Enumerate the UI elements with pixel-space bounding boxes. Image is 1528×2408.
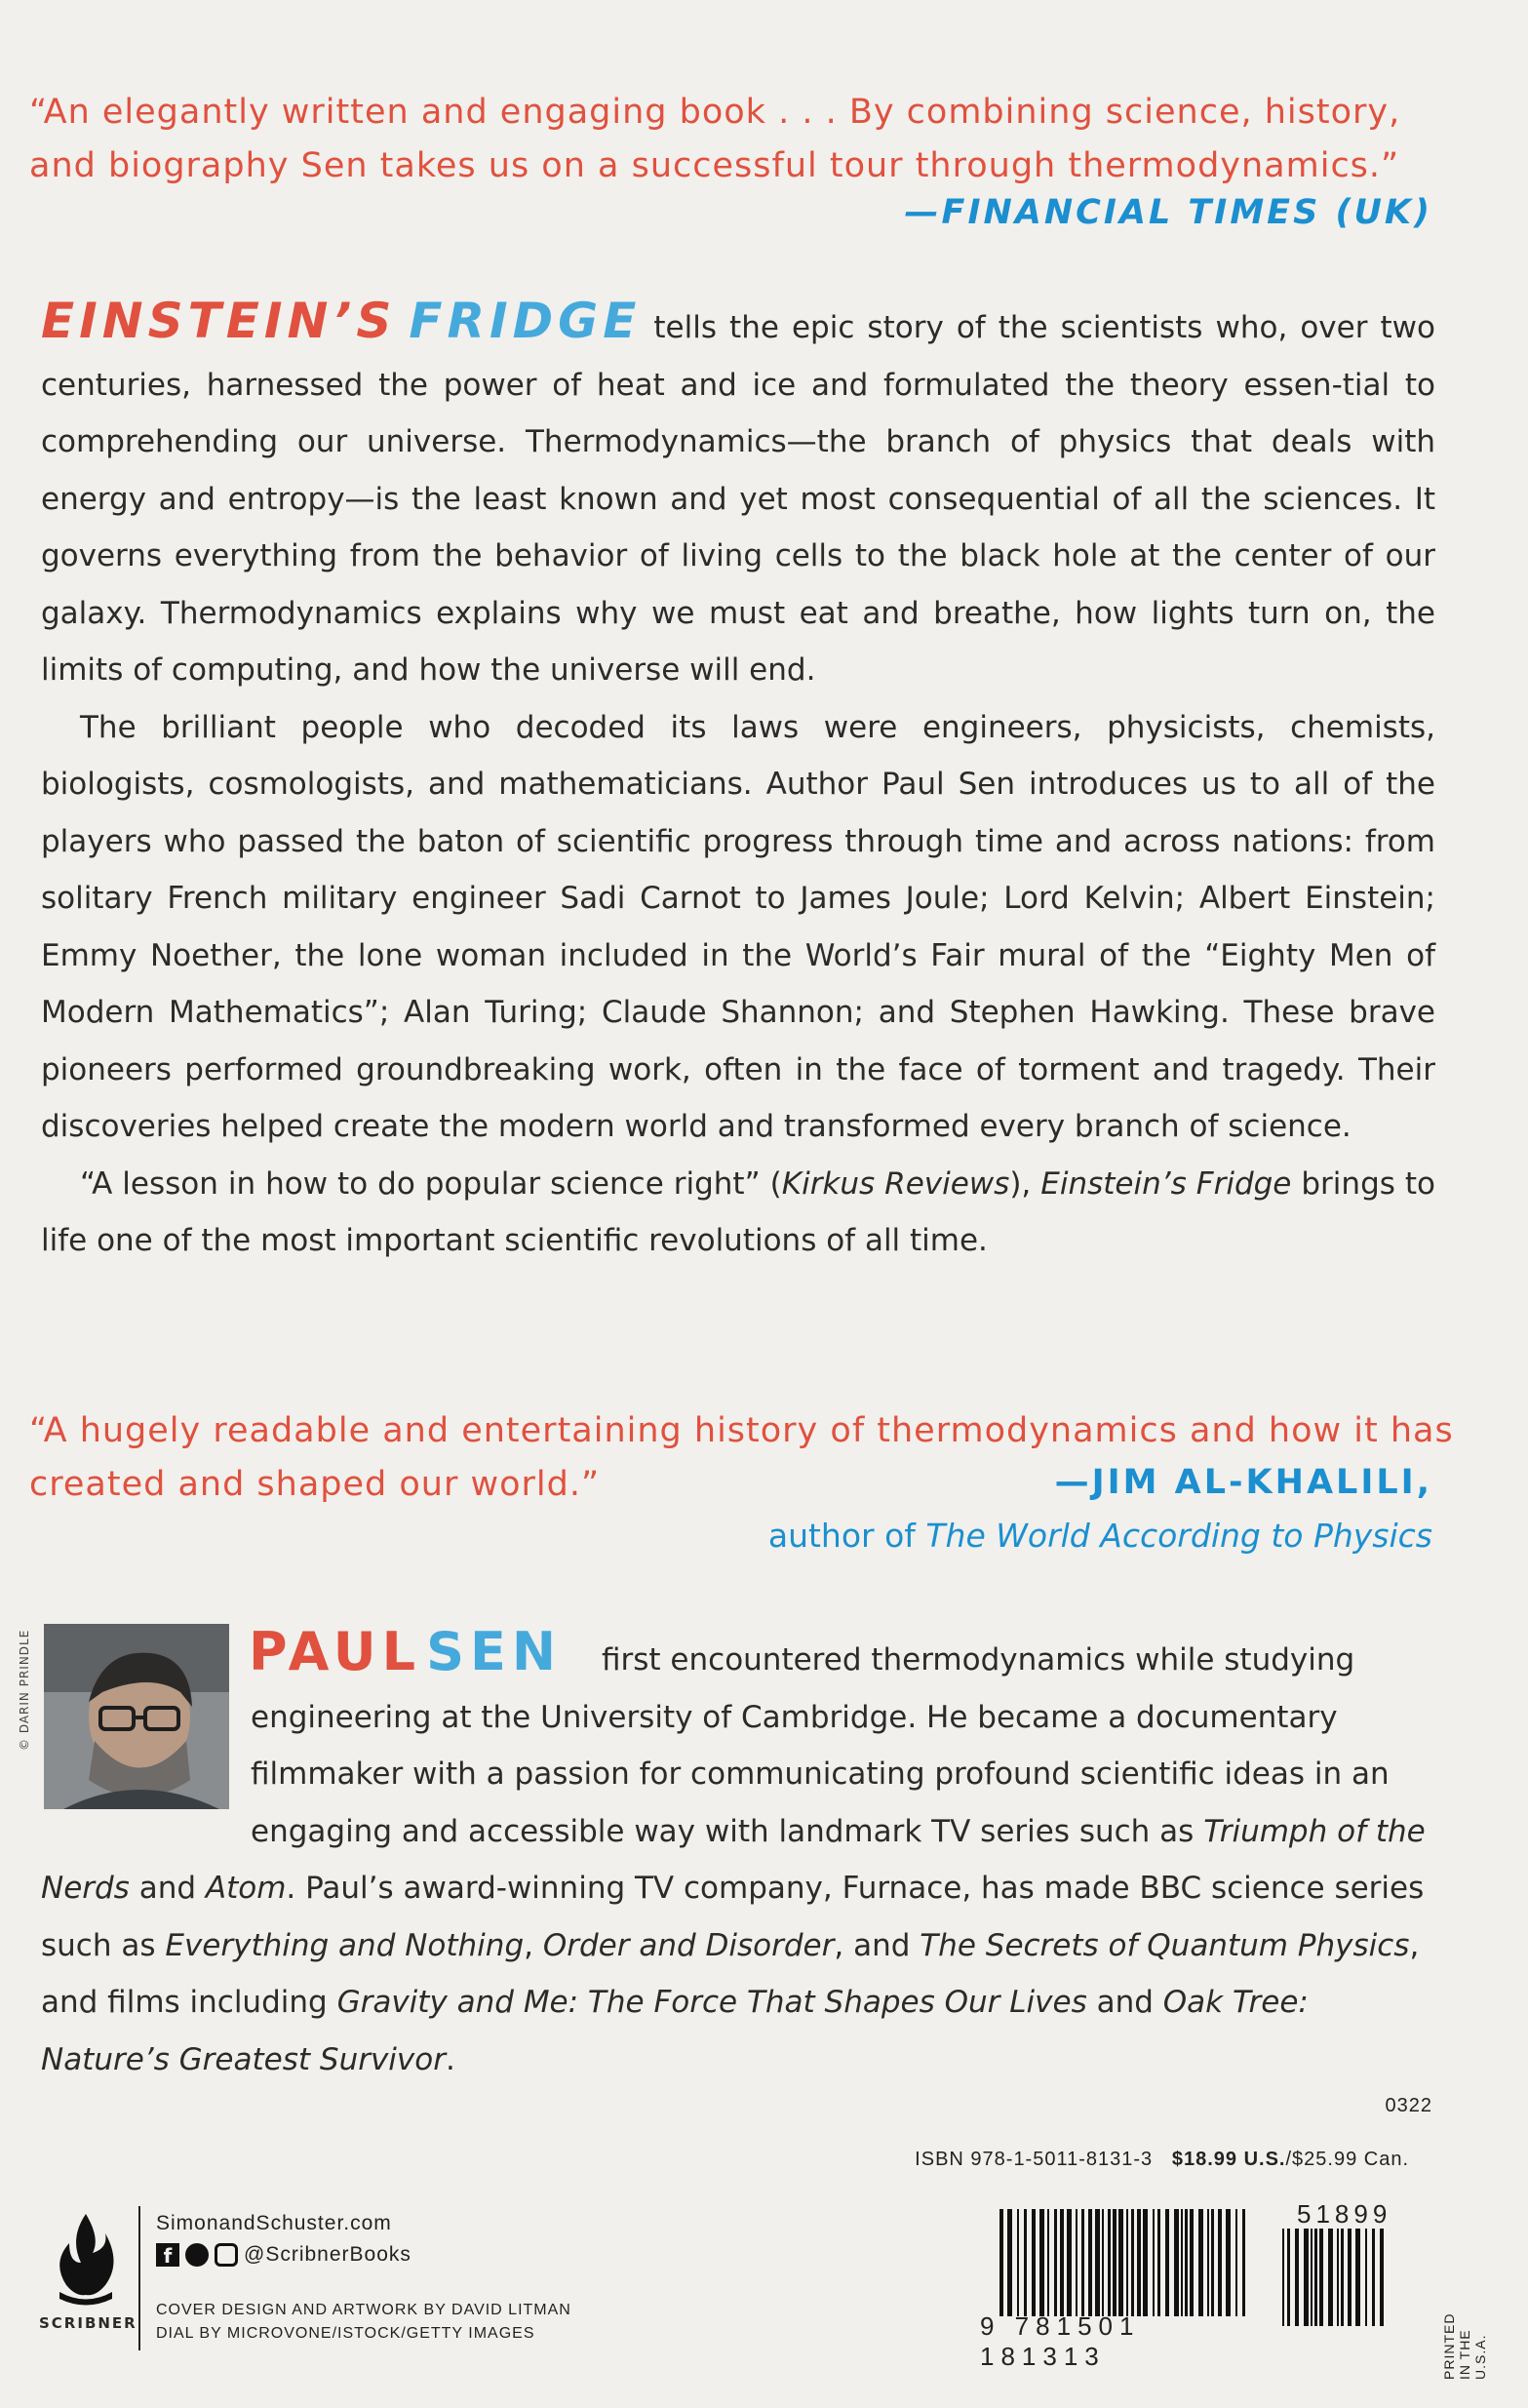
isbn: ISBN 978-1-5011-8131-3: [915, 2149, 1154, 2170]
publisher-divider: [138, 2206, 140, 2350]
bio-text-2: and: [129, 1871, 206, 1906]
top-quote-line1: “An elegantly written and engaging book . . . By combining science, history,: [29, 93, 1401, 132]
barcode-bar: [1304, 2229, 1309, 2326]
barcode-bar: [1348, 2229, 1352, 2326]
barcode-bar: [1295, 2229, 1299, 2326]
barcode-bar: [1355, 2229, 1360, 2326]
barcode-bar: [1108, 2209, 1111, 2316]
barcode-bar: [1174, 2209, 1179, 2316]
addon-digits: 51899: [1297, 2199, 1392, 2229]
middle-quote-line1: “A hugely readable and entertaining history of thermodynamics and how it has: [29, 1411, 1454, 1450]
barcode-bar: [1032, 2209, 1036, 2316]
author-name-part1: PAUL: [249, 1621, 422, 1682]
facebook-icon[interactable]: f: [156, 2243, 179, 2267]
scribner-logo: [39, 2209, 137, 2332]
social-handle[interactable]: @ScribnerBooks: [244, 2243, 411, 2266]
catalog-code: 0322: [1385, 2095, 1432, 2116]
bio-text-6: , and films including: [41, 1927, 1420, 2020]
p3-text-b: ),: [1009, 1165, 1041, 1202]
barcode-bar: [1102, 2209, 1104, 2316]
publisher-name: SCRIBNER: [39, 2314, 137, 2332]
description-paragraph-1-text: tells the epic story of the scientists who, over two centuries, harnessed the power of heat and ice and formulated the theory essen-tial to comprehending our universe. Thermodynamics—the branch of physics that deals with energy and entropy—is the least known and yet most consequential of all the sciences. It governs everything from the behavior of living cells to the black hole at the center of our galaxy. Thermodynamics explains why we must eat and breathe, how lights turn on, the limits of computing, and how the universe will end.: [41, 310, 1435, 688]
description-paragraph-1: [41, 293, 1435, 699]
role-book-title: The World According to Physics: [925, 1517, 1432, 1555]
barcode-bar: [1095, 2209, 1100, 2316]
description-paragraph-3: [41, 1156, 1435, 1270]
barcode-bar: [1311, 2229, 1313, 2326]
middle-quote-attribution: —JIM AL-KHALILI,: [1054, 1463, 1432, 1502]
cover-credit-2: DIAL BY MICROVONE/ISTOCK/GETTY IMAGES: [156, 2325, 535, 2342]
barcode-bar: [1337, 2229, 1339, 2326]
barcode-bar: [1137, 2209, 1141, 2316]
barcode-bar: [1328, 2229, 1333, 2326]
barcode-bar: [1131, 2209, 1134, 2316]
bio-text-7: and: [1086, 1985, 1163, 2020]
barcode-bar: [1235, 2209, 1237, 2316]
p3-text-a: “A lesson in how to do popular science right” (: [80, 1165, 782, 1202]
book-description: [41, 293, 1435, 1270]
price-addon-barcode: [1273, 2199, 1390, 2336]
bio-italic-6: Gravity and Me: The Force That Shapes Our Lives: [336, 1985, 1087, 2020]
barcode-bar: [1007, 2209, 1012, 2316]
addon-bars: [1282, 2229, 1388, 2326]
middle-quote-line2: created and shaped our world.”: [29, 1465, 601, 1504]
bio-italic-2: Atom: [205, 1871, 287, 1906]
p3-kirkus: Kirkus Reviews: [781, 1165, 1010, 1202]
bio-text-4: ,: [524, 1927, 543, 1963]
cover-credit-1: COVER DESIGN AND ARTWORK BY DAVID LITMAN: [156, 2302, 571, 2318]
social-row: [156, 2243, 411, 2267]
publisher-website[interactable]: SimonandSchuster.com: [156, 2212, 392, 2234]
barcode-bar: [1282, 2229, 1284, 2326]
barcode-bar: [1207, 2209, 1209, 2316]
bio-italic-4: Order and Disorder: [542, 1927, 835, 1963]
isbn-price: [915, 2149, 1409, 2171]
photo-credit: © DARIN PRINDLE: [18, 1629, 31, 1751]
barcode-bar: [1226, 2209, 1231, 2316]
isbn-barcode: [980, 2209, 1253, 2371]
barcode-bar: [1054, 2209, 1057, 2316]
bio-italic-7: Oak Tree: Nature’s Greatest Survivor: [41, 1985, 1309, 2077]
barcode-bar: [1088, 2209, 1092, 2316]
barcode-bar: [1143, 2209, 1148, 2316]
twitter-icon[interactable]: [185, 2243, 209, 2267]
bio-italic-3: Everything and Nothing: [165, 1927, 525, 1963]
barcode-bar: [1153, 2209, 1155, 2316]
price-us: $18.99 U.S.: [1171, 2149, 1286, 2170]
p3-text-c: brings to life one of the most important scientific revolutions of all time.: [41, 1165, 1436, 1258]
bio-text-8: .: [445, 2041, 455, 2077]
barcode-bar: [999, 2209, 1003, 2316]
barcode-bar: [1190, 2209, 1194, 2316]
top-quote: [29, 86, 1502, 193]
barcode-bar: [1039, 2209, 1044, 2316]
book-title-part1: EINSTEIN’S: [41, 293, 397, 349]
p3-book-title: Einstein’s Fridge: [1040, 1165, 1292, 1202]
barcode-bar: [1287, 2229, 1290, 2326]
barcode-bar: [1060, 2209, 1064, 2316]
book-title-part2: FRIDGE: [409, 293, 642, 349]
barcode-bars: [999, 2209, 1253, 2316]
bio-text-5: , and: [834, 1927, 921, 1963]
flame-logo-icon: [52, 2209, 120, 2307]
barcode-bar: [1157, 2209, 1160, 2316]
barcode-bar: [1024, 2209, 1027, 2316]
barcode-digits: 9 781501 181313: [980, 2311, 1141, 2371]
barcode-bar: [1113, 2209, 1117, 2316]
barcode-bar: [1341, 2229, 1344, 2326]
barcode-bar: [1067, 2209, 1072, 2316]
bio-text-1: first encountered thermodynamics while studying engineering at the University of Cambridge. He became a documentary filmmaker with a passion for communicating profound scientific ideas in an engaging and accessible way with landmark TV series such as: [251, 1642, 1390, 1849]
barcode-bar: [1118, 2209, 1123, 2316]
barcode-bar: [1365, 2229, 1367, 2326]
instagram-icon[interactable]: [215, 2243, 238, 2267]
barcode-bar: [1242, 2209, 1245, 2316]
barcode-bar: [1047, 2209, 1049, 2316]
barcode-bar: [1017, 2209, 1019, 2316]
author-name-part2: SEN: [426, 1621, 563, 1682]
barcode-bar: [1380, 2229, 1384, 2326]
barcode-bar: [1198, 2209, 1203, 2316]
barcode-bar: [1126, 2209, 1128, 2316]
description-paragraph-2: The brilliant people who decoded its laws were engineers, physicists, chemists, biologists, cosmologists, and mathematicians. Author Paul Sen introduces us to all of the players who passed the baton of scientific progress through time and across nations: from solitary French military engineer Sadi Carnot to James Joule; Lord Kelvin; Albert Einstein; Emmy Noether, the lone woman included in the World’s Fair mural of the “Eighty Men of Modern Mathematics”; Alan Turing; Claude Shannon; and Stephen Hawking. These brave pioneers performed groundbreaking work, often in the face of torment and tragedy. Their discoveries helped create the modern world and transformed every branch of science.: [41, 709, 1435, 1144]
barcode-bar: [1081, 2209, 1084, 2316]
barcode-bar: [1185, 2209, 1188, 2316]
barcode-bar: [1218, 2209, 1222, 2316]
barcode-bar: [1319, 2229, 1323, 2326]
barcode-bar: [1076, 2209, 1077, 2316]
barcode-bar: [1165, 2209, 1169, 2316]
barcode-bar: [1211, 2209, 1214, 2316]
bio-italic-1: Triumph of the Nerds: [41, 1813, 1426, 1906]
middle-quote-role: [768, 1517, 1432, 1555]
barcode-bar: [1181, 2209, 1183, 2316]
barcode-bar: [1314, 2229, 1317, 2326]
barcode-bar: [1372, 2229, 1375, 2326]
top-quote-line2: and biography Sen takes us on a successful tour through thermodynamics.”: [29, 146, 1400, 185]
bio-text-3: . Paul’s award-winning TV company, Furnace, has made BBC science series such as: [41, 1871, 1425, 1963]
bio-italic-5: The Secrets of Quantum Physics: [920, 1927, 1410, 1963]
author-bio: [41, 1632, 1435, 2088]
printed-in: PRINTED IN THE U.S.A.: [1441, 2312, 1488, 2380]
price-can: /$25.99 Can.: [1285, 2149, 1409, 2170]
top-quote-attribution: —FINANCIAL TIMES (UK): [904, 193, 1432, 232]
role-text: author of: [767, 1517, 926, 1555]
